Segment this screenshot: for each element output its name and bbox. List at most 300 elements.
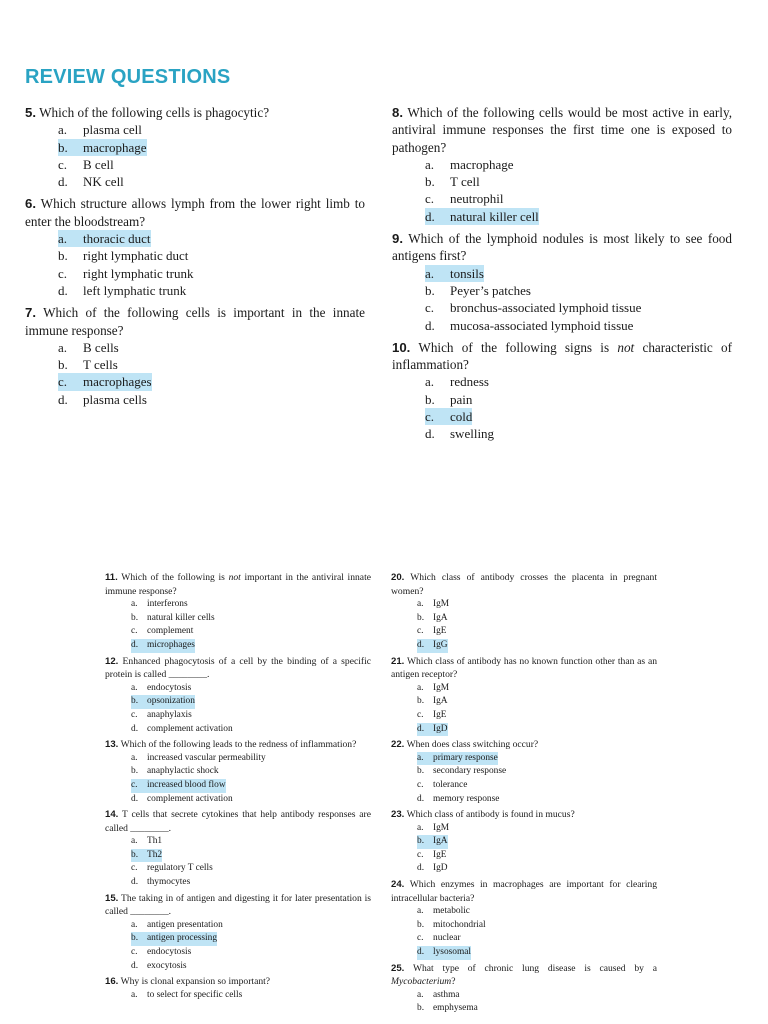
option-letter: d. bbox=[425, 426, 435, 442]
answer-option bbox=[131, 862, 371, 876]
question-number: 13. bbox=[105, 739, 119, 751]
question-text bbox=[105, 808, 371, 835]
question-stem: Enhanced phagocytosis of a cell by the binding of a specific protein is called ________. bbox=[105, 655, 371, 681]
option-text: tolerance bbox=[433, 779, 468, 790]
option-text: endocytosis bbox=[147, 682, 192, 693]
option-letter: c. bbox=[417, 849, 424, 860]
option-text: IgA bbox=[433, 836, 448, 847]
option-text: macrophages bbox=[83, 374, 152, 390]
option-text: interferons bbox=[147, 599, 188, 610]
question-block bbox=[105, 808, 371, 890]
answer-option bbox=[131, 919, 371, 933]
answer-options bbox=[131, 682, 371, 736]
option-letter: a. bbox=[58, 339, 68, 355]
answer-option bbox=[131, 960, 371, 974]
question-stem: Which of the lymphoid nodules is most likely to see food antigens first? bbox=[392, 231, 732, 264]
answer-option bbox=[131, 709, 371, 723]
question-text bbox=[25, 195, 365, 230]
option-letter: d. bbox=[417, 947, 425, 958]
answer-options bbox=[131, 752, 371, 806]
option-text: antigen presentation bbox=[147, 919, 223, 930]
option-text: thoracic duct bbox=[83, 231, 151, 247]
answer-option bbox=[417, 682, 657, 696]
option-letter: c. bbox=[417, 626, 424, 637]
option-letter: b. bbox=[131, 696, 139, 707]
option-letter: a. bbox=[131, 919, 138, 930]
option-text: exocytosis bbox=[147, 960, 187, 971]
answer-option-highlighted bbox=[417, 946, 471, 960]
option-letter: d. bbox=[58, 282, 68, 298]
answer-options bbox=[417, 905, 657, 959]
option-letter: b. bbox=[131, 933, 139, 944]
answer-option-highlighted bbox=[417, 835, 448, 849]
option-letter: b. bbox=[58, 248, 68, 264]
question-block bbox=[105, 892, 371, 974]
question-number: 6. bbox=[25, 196, 36, 212]
option-letter: a. bbox=[417, 989, 424, 1000]
answer-option bbox=[58, 339, 365, 356]
option-text: plasma cells bbox=[83, 391, 147, 407]
question-block bbox=[391, 878, 657, 960]
option-letter: b. bbox=[417, 766, 425, 777]
question-number: 21. bbox=[391, 655, 405, 667]
option-letter: d. bbox=[425, 208, 435, 224]
question-text bbox=[25, 104, 365, 121]
answer-option bbox=[417, 1002, 657, 1016]
option-text: opsonization bbox=[147, 696, 195, 707]
question-number: 25. bbox=[391, 962, 405, 974]
question-text bbox=[105, 571, 371, 598]
option-letter: c. bbox=[58, 156, 68, 172]
answer-option bbox=[417, 905, 657, 919]
bottom-right-column bbox=[391, 571, 657, 1018]
answer-option bbox=[131, 876, 371, 890]
option-letter: a. bbox=[417, 822, 424, 833]
question-text bbox=[391, 962, 657, 989]
option-text: Th1 bbox=[147, 836, 163, 847]
option-text: left lymphatic trunk bbox=[83, 282, 187, 298]
option-letter: a. bbox=[58, 122, 68, 138]
option-letter: a. bbox=[417, 752, 424, 763]
question-stem: Which structure allows lymph from the lower right limb to enter the bloodstream? bbox=[25, 196, 365, 229]
answer-options bbox=[417, 822, 657, 876]
option-text: complement activation bbox=[147, 723, 233, 734]
option-text: natural killer cell bbox=[450, 208, 539, 224]
option-text: bronchus-associated lymphoid tissue bbox=[450, 300, 642, 316]
question-stem: Which of the following cells is important in the innate immune response? bbox=[25, 305, 366, 338]
question-block bbox=[392, 230, 732, 334]
option-letter: a. bbox=[417, 682, 424, 693]
option-text: increased vascular permeability bbox=[147, 752, 266, 763]
answer-option-highlighted bbox=[58, 139, 147, 156]
question-stem: The taking in of antigen and digesting it for later presentation is called ________. bbox=[105, 892, 372, 918]
question-stem: T cells that secrete cytokines that help antibody responses are called ________. bbox=[105, 809, 371, 834]
answer-option-highlighted bbox=[58, 373, 152, 390]
question-number: 11. bbox=[105, 572, 118, 583]
answer-option bbox=[425, 156, 732, 173]
option-text: IgA bbox=[433, 612, 448, 623]
option-text: IgE bbox=[433, 626, 447, 637]
option-letter: b. bbox=[417, 1003, 425, 1014]
question-stem-post: important in the antiviral innate immune response? bbox=[105, 572, 371, 597]
option-letter: a. bbox=[58, 231, 68, 247]
option-letter: a. bbox=[131, 836, 138, 847]
question-block bbox=[391, 808, 657, 876]
answer-option bbox=[425, 190, 732, 207]
question-text bbox=[391, 655, 657, 682]
option-text: cold bbox=[450, 409, 473, 425]
answer-options bbox=[425, 373, 732, 442]
question-stem: Which class of antibody has no known function other than as an antigen receptor? bbox=[391, 655, 657, 681]
option-letter: a. bbox=[131, 682, 138, 693]
option-letter: b. bbox=[417, 612, 425, 623]
option-letter: a. bbox=[425, 265, 435, 281]
question-number: 16. bbox=[105, 976, 119, 988]
bottom-left-column bbox=[105, 571, 371, 1004]
option-text: IgD bbox=[433, 863, 448, 874]
question-text bbox=[391, 571, 657, 598]
option-letter: d. bbox=[131, 639, 139, 650]
answer-option-highlighted bbox=[131, 695, 195, 709]
answer-option bbox=[131, 598, 371, 612]
answer-options bbox=[131, 989, 371, 1003]
question-stem: Which class of antibody crosses the placenta in pregnant women? bbox=[391, 572, 657, 597]
question-text bbox=[105, 975, 371, 989]
option-text: Th2 bbox=[147, 849, 163, 860]
option-letter: b. bbox=[131, 849, 139, 860]
answer-option-highlighted bbox=[425, 208, 539, 225]
option-text: to select for specific cells bbox=[147, 989, 243, 1000]
option-text: secondary response bbox=[433, 766, 507, 777]
answer-option bbox=[417, 612, 657, 626]
question-text bbox=[105, 892, 371, 919]
option-letter: c. bbox=[417, 933, 424, 944]
option-letter: c. bbox=[131, 709, 138, 720]
question-number: 24. bbox=[391, 879, 405, 891]
question-text bbox=[25, 304, 365, 339]
answer-option bbox=[131, 946, 371, 960]
question-block bbox=[392, 104, 732, 225]
answer-option bbox=[131, 989, 371, 1003]
question-block bbox=[391, 962, 657, 1016]
answer-option-highlighted bbox=[425, 408, 472, 425]
question-block bbox=[391, 738, 657, 806]
option-letter: b. bbox=[417, 696, 425, 707]
option-letter: c. bbox=[58, 265, 68, 281]
answer-option bbox=[131, 835, 371, 849]
option-text: IgA bbox=[433, 696, 448, 707]
option-text: swelling bbox=[450, 426, 495, 442]
answer-option bbox=[417, 822, 657, 836]
answer-option bbox=[425, 299, 732, 316]
option-text: B cells bbox=[83, 339, 119, 355]
question-block bbox=[25, 104, 365, 190]
option-text: anaphylactic shock bbox=[147, 766, 219, 777]
option-letter: d. bbox=[131, 877, 139, 888]
question-stem-emphasis: Mycobacterium bbox=[391, 976, 452, 988]
question-stem-pre: What type of chronic lung disease is caused by a bbox=[412, 962, 657, 974]
question-block bbox=[25, 304, 365, 408]
option-letter: a. bbox=[131, 752, 138, 763]
option-letter: c. bbox=[131, 779, 138, 790]
option-letter: a. bbox=[417, 599, 424, 610]
option-letter: c. bbox=[425, 409, 435, 425]
answer-option-highlighted bbox=[131, 932, 217, 946]
top-left-column bbox=[25, 104, 365, 413]
answer-option bbox=[417, 598, 657, 612]
answer-option bbox=[417, 695, 657, 709]
option-letter: a. bbox=[131, 599, 138, 610]
question-text bbox=[392, 104, 732, 156]
option-text: IgM bbox=[433, 822, 450, 833]
option-letter: b. bbox=[131, 766, 139, 777]
answer-option bbox=[425, 317, 732, 334]
question-block bbox=[25, 195, 365, 299]
option-letter: c. bbox=[425, 191, 435, 207]
question-block bbox=[392, 339, 732, 443]
option-text: NK cell bbox=[83, 174, 124, 190]
answer-options bbox=[131, 835, 371, 889]
option-text: microphages bbox=[147, 639, 195, 650]
question-number: 23. bbox=[391, 809, 405, 821]
answer-option bbox=[417, 625, 657, 639]
option-text: neutrophil bbox=[450, 191, 504, 207]
option-letter: d. bbox=[417, 863, 425, 874]
question-text bbox=[392, 230, 732, 265]
option-text: asthma bbox=[433, 989, 460, 1000]
answer-options bbox=[417, 989, 657, 1016]
option-letter: b. bbox=[417, 919, 425, 930]
answer-option bbox=[58, 265, 365, 282]
option-letter: d. bbox=[417, 793, 425, 804]
option-text: IgM bbox=[433, 682, 450, 693]
answer-option bbox=[425, 425, 732, 442]
option-text: emphysema bbox=[433, 1003, 478, 1014]
option-text: anaphylaxis bbox=[147, 709, 192, 720]
option-text: natural killer cells bbox=[147, 612, 215, 623]
option-letter: a. bbox=[425, 374, 435, 390]
question-stem: Which of the following cells would be most active in early, antiviral immune responses the first time one is exposed to pathogen? bbox=[392, 105, 733, 155]
option-letter: c. bbox=[417, 779, 424, 790]
answer-option bbox=[417, 919, 657, 933]
option-letter: b. bbox=[131, 612, 139, 623]
answer-options bbox=[417, 682, 657, 736]
answer-option-highlighted bbox=[425, 265, 484, 282]
question-block bbox=[391, 655, 657, 737]
answer-option bbox=[131, 723, 371, 737]
answer-options bbox=[131, 598, 371, 652]
option-letter: a. bbox=[417, 906, 424, 917]
answer-option bbox=[58, 173, 365, 190]
question-number: 12. bbox=[105, 655, 119, 667]
answer-option bbox=[58, 247, 365, 264]
option-text: complement bbox=[147, 626, 194, 637]
option-letter: d. bbox=[58, 391, 68, 407]
answer-option bbox=[58, 121, 365, 138]
option-text: metabolic bbox=[433, 906, 470, 917]
question-number: 7. bbox=[25, 305, 36, 321]
question-stem: Which enzymes in macrophages are important for clearing intracellular bacteria? bbox=[391, 879, 658, 904]
question-stem-pre: Which of the following is bbox=[121, 572, 229, 583]
option-text: mucosa-associated lymphoid tissue bbox=[450, 317, 634, 333]
answer-options bbox=[417, 598, 657, 652]
option-text: redness bbox=[450, 374, 489, 390]
option-text: tonsils bbox=[450, 265, 484, 281]
option-letter: c. bbox=[131, 947, 138, 958]
answer-options bbox=[58, 230, 365, 299]
question-number: 9. bbox=[392, 231, 403, 247]
answer-options bbox=[425, 265, 732, 334]
question-stem: When does class switching occur? bbox=[406, 739, 539, 751]
option-text: increased blood flow bbox=[147, 779, 226, 790]
answer-option bbox=[131, 765, 371, 779]
option-text: primary response bbox=[433, 752, 498, 763]
option-text: IgG bbox=[433, 639, 448, 650]
option-letter: d. bbox=[425, 317, 435, 333]
answer-option bbox=[417, 932, 657, 946]
question-stem: Which of the following leads to the redness of inflammation? bbox=[120, 739, 357, 751]
question-text bbox=[391, 738, 657, 752]
question-text bbox=[392, 339, 732, 374]
answer-option-highlighted bbox=[417, 723, 448, 737]
answer-option bbox=[131, 682, 371, 696]
answer-option bbox=[425, 373, 732, 390]
answer-option bbox=[131, 793, 371, 807]
question-number: 20. bbox=[391, 572, 405, 583]
answer-option-highlighted bbox=[58, 230, 151, 247]
option-text: plasma cell bbox=[83, 122, 142, 138]
option-text: memory response bbox=[433, 793, 500, 804]
option-letter: c. bbox=[425, 300, 435, 316]
question-stem: Why is clonal expansion so important? bbox=[120, 976, 271, 988]
question-stem-post: ? bbox=[451, 976, 456, 988]
question-text bbox=[391, 878, 657, 905]
answer-option bbox=[417, 793, 657, 807]
question-stem: Which of the following cells is phagocytic? bbox=[39, 105, 270, 120]
option-text: regulatory T cells bbox=[147, 863, 213, 874]
answer-options bbox=[58, 339, 365, 408]
top-right-column bbox=[392, 104, 732, 448]
question-block bbox=[105, 571, 371, 653]
option-text: endocytosis bbox=[147, 947, 192, 958]
option-text: IgE bbox=[433, 709, 447, 720]
option-text: IgD bbox=[433, 723, 448, 734]
answer-options bbox=[425, 156, 732, 225]
option-text: Peyer’s patches bbox=[450, 282, 531, 298]
answer-options bbox=[131, 919, 371, 973]
answer-option-highlighted bbox=[417, 639, 448, 653]
option-letter: a. bbox=[131, 989, 138, 1000]
answer-option bbox=[131, 625, 371, 639]
option-text: T cells bbox=[83, 357, 118, 373]
option-letter: b. bbox=[425, 174, 435, 190]
option-letter: d. bbox=[417, 723, 425, 734]
option-letter: d. bbox=[131, 793, 139, 804]
option-text: IgM bbox=[433, 599, 450, 610]
option-letter: b. bbox=[425, 282, 435, 298]
question-block bbox=[391, 571, 657, 653]
question-block bbox=[105, 975, 371, 1002]
answer-option bbox=[425, 282, 732, 299]
answer-option bbox=[425, 173, 732, 190]
option-letter: b. bbox=[425, 391, 435, 407]
option-letter: d. bbox=[131, 723, 139, 734]
option-text: antigen processing bbox=[147, 933, 218, 944]
option-letter: c. bbox=[417, 709, 424, 720]
answer-option bbox=[417, 989, 657, 1003]
page-title: REVIEW QUESTIONS bbox=[25, 66, 231, 88]
option-letter: b. bbox=[58, 357, 68, 373]
option-text: thymocytes bbox=[147, 877, 191, 888]
option-text: macrophage bbox=[83, 139, 147, 155]
option-text: pain bbox=[450, 391, 473, 407]
option-letter: c. bbox=[58, 374, 68, 390]
question-number: 5. bbox=[25, 105, 36, 120]
question-stem-post: characteristic of inflammation? bbox=[392, 339, 732, 373]
answer-option bbox=[417, 765, 657, 779]
option-letter: a. bbox=[425, 156, 435, 172]
answer-option bbox=[58, 282, 365, 299]
option-text: macrophage bbox=[450, 156, 514, 172]
answer-options bbox=[58, 121, 365, 190]
question-number: 10. bbox=[392, 339, 411, 355]
option-letter: c. bbox=[131, 863, 138, 874]
answer-option bbox=[425, 391, 732, 408]
option-text: nuclear bbox=[433, 933, 461, 944]
option-letter: c. bbox=[131, 626, 138, 637]
option-text: lysosomal bbox=[433, 947, 472, 958]
answer-option bbox=[417, 849, 657, 863]
question-block bbox=[105, 655, 371, 737]
answer-option-highlighted bbox=[417, 752, 498, 766]
answer-option bbox=[131, 612, 371, 626]
answer-option bbox=[58, 356, 365, 373]
question-number: 15. bbox=[105, 892, 119, 904]
option-text: complement activation bbox=[147, 793, 233, 804]
answer-option bbox=[131, 752, 371, 766]
answer-options bbox=[417, 752, 657, 806]
question-text bbox=[105, 655, 371, 682]
option-text: mitochondrial bbox=[433, 919, 486, 930]
option-text: T cell bbox=[450, 174, 480, 190]
answer-option bbox=[417, 709, 657, 723]
option-text: right lymphatic trunk bbox=[83, 265, 194, 281]
question-number: 8. bbox=[392, 105, 403, 120]
option-letter: d. bbox=[58, 174, 68, 190]
question-text bbox=[391, 808, 657, 822]
answer-option bbox=[417, 862, 657, 876]
question-stem: Which class of antibody is found in mucus? bbox=[406, 809, 575, 821]
answer-option bbox=[58, 391, 365, 408]
option-text: right lymphatic duct bbox=[83, 248, 189, 264]
question-number: 14. bbox=[105, 809, 119, 821]
option-letter: d. bbox=[131, 960, 139, 971]
answer-option bbox=[58, 156, 365, 173]
option-letter: b. bbox=[417, 836, 425, 847]
answer-option-highlighted bbox=[131, 849, 162, 863]
answer-option-highlighted bbox=[131, 779, 226, 793]
option-text: IgE bbox=[433, 849, 447, 860]
answer-option-highlighted bbox=[131, 639, 195, 653]
question-stem-emphasis: not bbox=[617, 339, 635, 355]
question-number: 22. bbox=[391, 739, 405, 751]
option-letter: b. bbox=[58, 139, 68, 155]
question-block bbox=[105, 738, 371, 806]
question-stem-emphasis: not bbox=[228, 572, 241, 583]
answer-option bbox=[417, 779, 657, 793]
question-text bbox=[105, 738, 371, 752]
question-stem-pre: Which of the following signs is bbox=[418, 339, 618, 355]
